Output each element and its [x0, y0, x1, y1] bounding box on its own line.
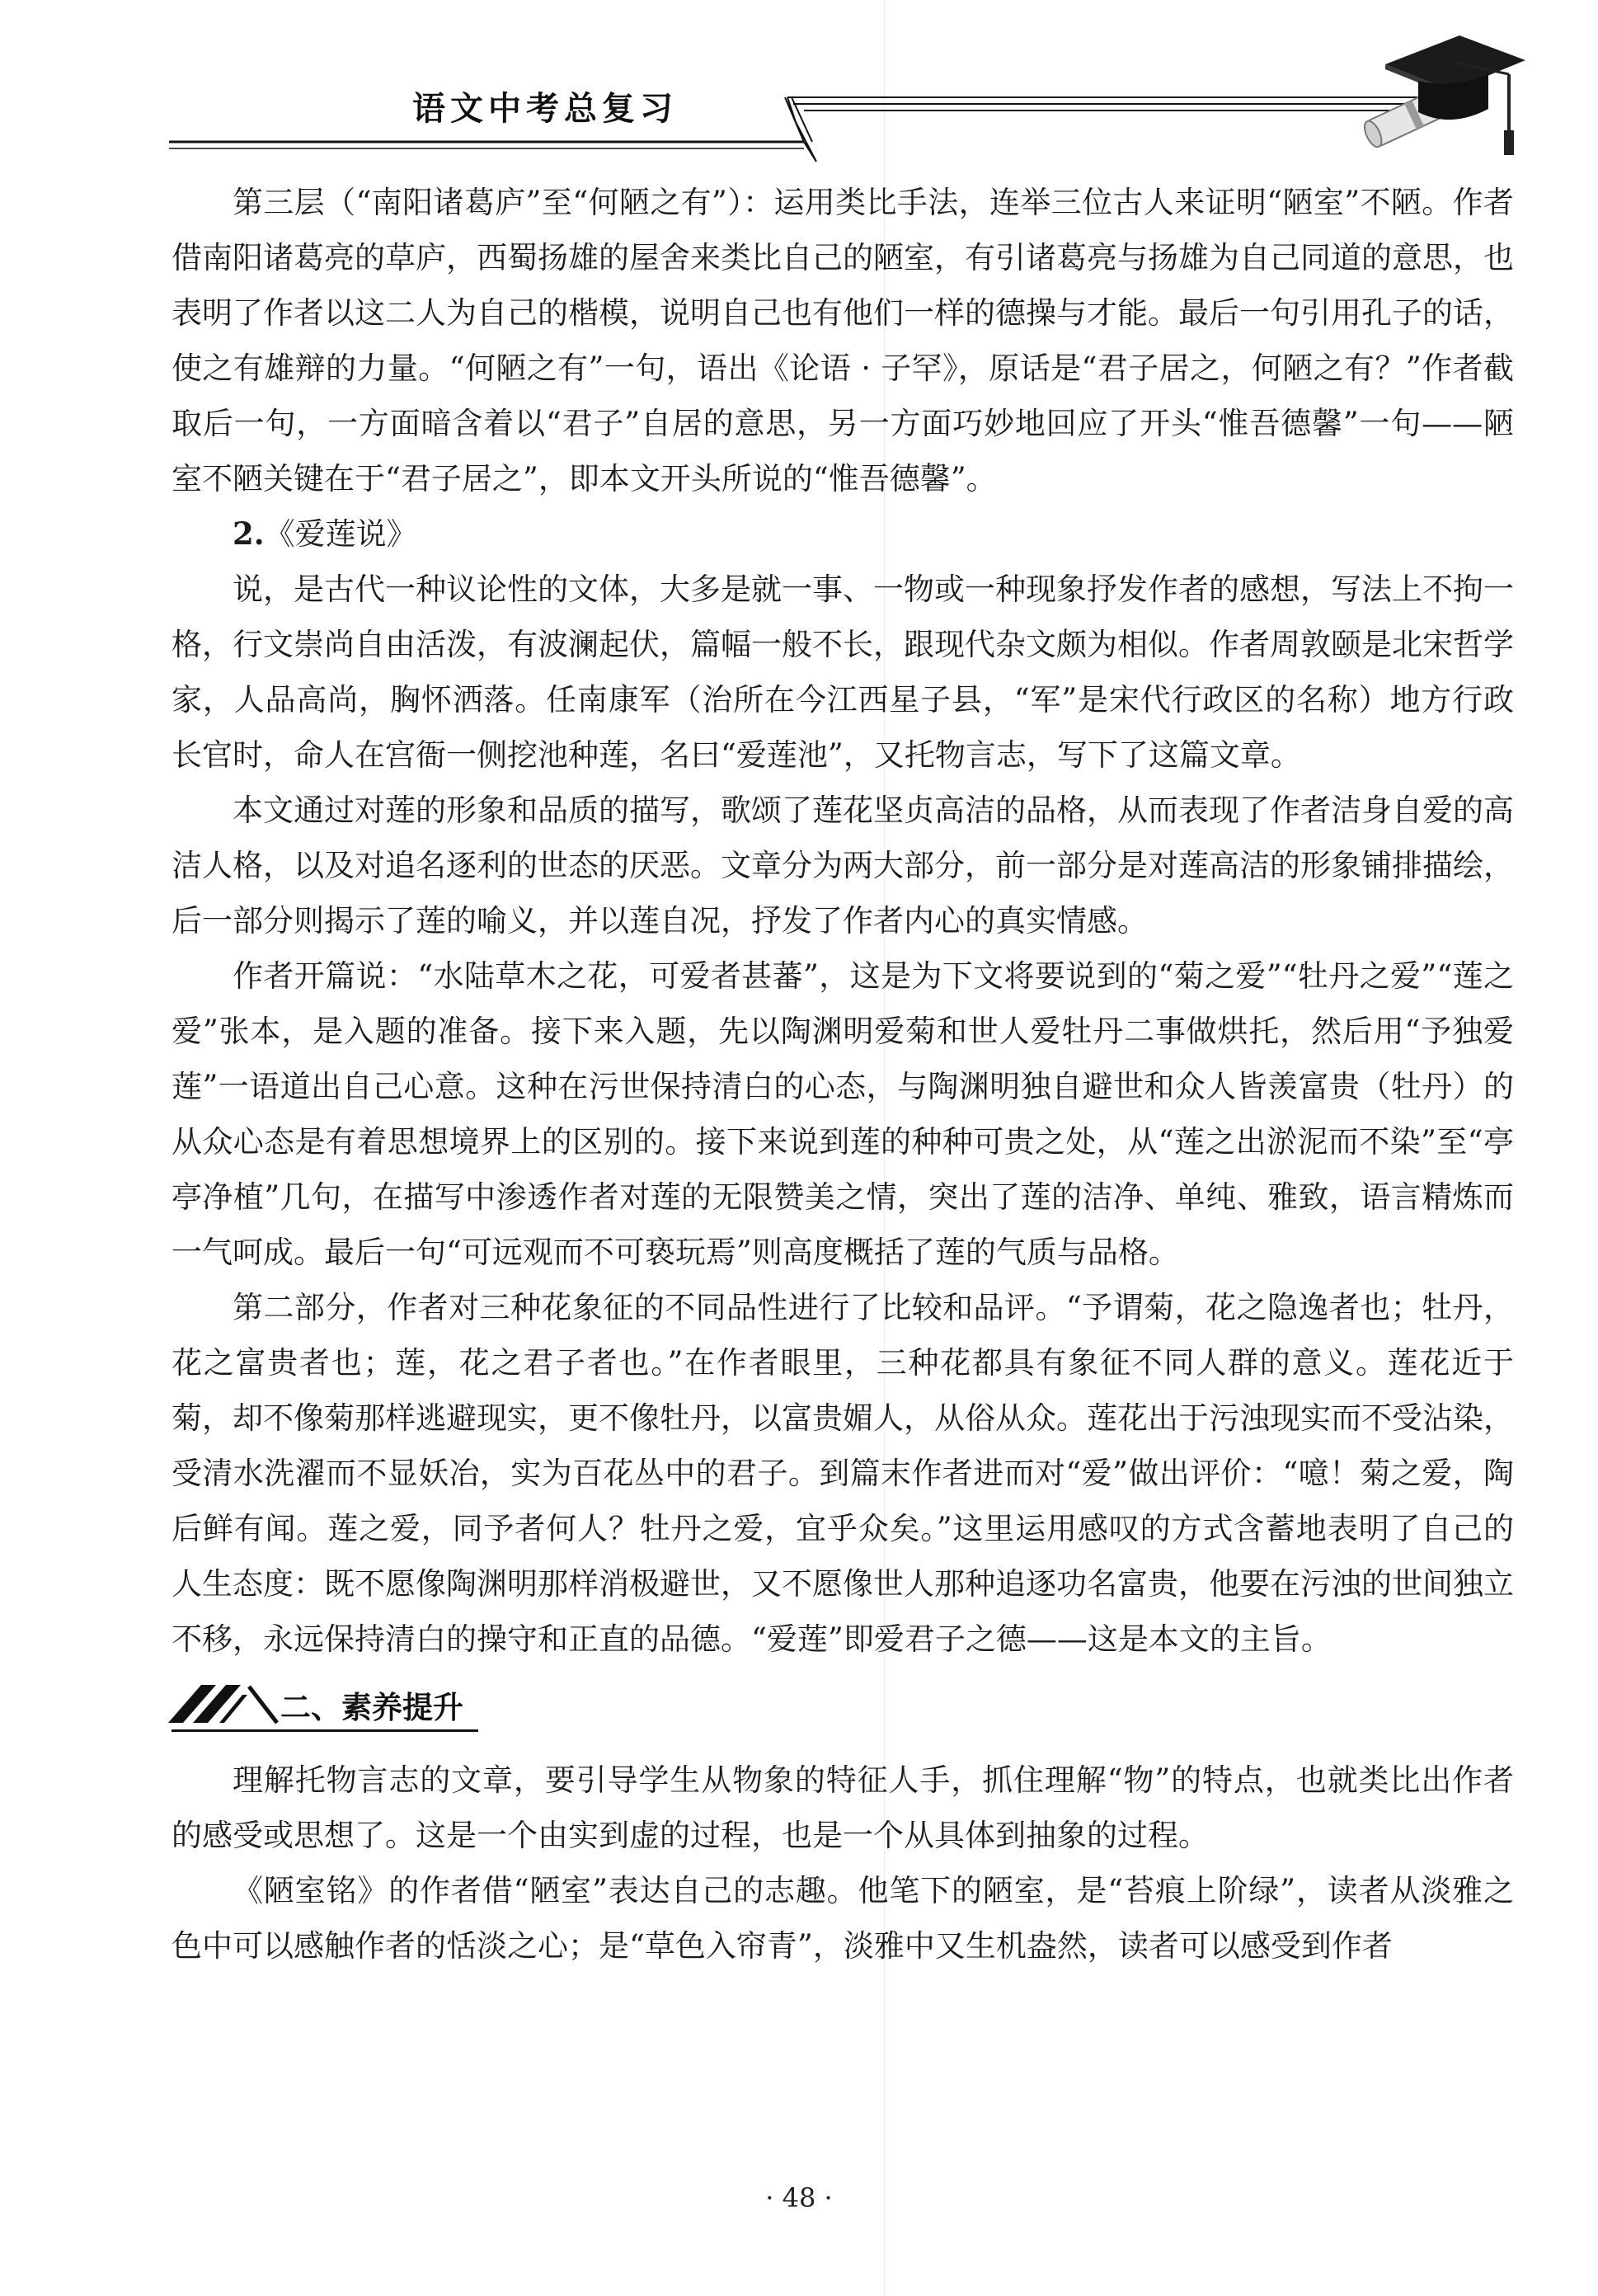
paragraph: 第二部分，作者对三种花象征的不同品性进行了比较和品评。“予谓菊，花之隐逸者也；牡丹，花之富贵者也；莲，花之君子者也。”在作者眼里，三种花都具有象征不同人群的意义。莲花近于菊，却不像菊那样逃避现实，更不像牡丹，以富贵媚人，从俗从众。莲花出于污浊现实而不受沾染，受清水洗濯而不显妖冶，实为百花丛中的君子。到篇末作者进而对“爱”做出评价：“噫！菊之爱，陶后鲜有闻。莲之爱，同予者何人？牡丹之爱，宜乎众矣。”这里运用感叹的方式含蓄地表明了自己的人生态度：既不愿像陶渊明那样消极避世，又不愿像世人那种追逐功名富贵，他要在污浊的世间独立不移，永远保持清白的操守和正直的品德。“爱莲”即爱君子之德——这是本文的主旨。 — [172, 1290, 1514, 1657]
subsection-title: 《爱莲说》 — [264, 516, 417, 552]
section-heading — [168, 1677, 1514, 1746]
section-marker-icon — [168, 1683, 284, 1726]
paragraph: 说，是古代一种议论性的文体，大多是就一事、一物或一种现象抒发作者的感想，写法上不拘一格，行文崇尚自由活泼，有波澜起伏，篇幅一般不长，跟现代杂文颇为相似。作者周敦颐是北宋哲学家，人品高尚，胸怀洒落。任南康军（治所在今江西星子县，“军”是宋代行政区的名称）地方行政长官时，命人在宫衙一侧挖池种莲，名曰“爱莲池”，又托物言志，写下了这篇文章。 — [172, 572, 1514, 773]
page-header — [0, 0, 1598, 173]
section-underline — [172, 1729, 478, 1732]
paragraph: 作者开篇说：“水陆草木之花，可爱者甚蕃”，这是为下文将要说到的“菊之爱”“牡丹之爱”“莲之爱”张本，是入题的准备。接下来入题，先以陶渊明爱菊和世人爱牡丹二事做烘托，然后用“予独爱莲”一语道出自己心意。这种在污世保持清白的心态，与陶渊明独自避世和众人皆羡富贵（牡丹）的从众心态是有着思想境界上的区别的。接下来说到莲的种种可贵之处，从“莲之出淤泥而不染”至“亭亭净植”几句，在描写中渗透作者对莲的无限赞美之情，突出了莲的洁净、单纯、雅致，语言精炼而一气呵成。最后一句“可远观而不可亵玩焉”则高度概括了莲的气质与品格。 — [172, 958, 1514, 1270]
subsection-number: 2. — [233, 515, 265, 552]
paragraph: 本文通过对莲的形象和品质的描写，歌颂了莲花坚贞高洁的品格，从而表现了作者洁身自爱的高洁人格，以及对追名逐利的世态的厌恶。文章分为两大部分，前一部分是对莲高洁的形象铺排描绘，后一部分则揭示了莲的喻义，并以莲自况，抒发了作者内心的真实情感。 — [172, 793, 1514, 939]
paragraph: 《陋室铭》的作者借“陋室”表达自己的志趣。他笔下的陋室，是“苔痕上阶绿”，读者从淡雅之色中可以感触作者的恬淡之心；是“草色入帘青”，淡雅中又生机盎然，读者可以感受到作者 — [172, 1873, 1514, 1964]
section-title: 二、素养提升 — [280, 1690, 463, 1725]
subsection-heading — [172, 506, 1514, 562]
page-number: · 48 · — [765, 2182, 833, 2214]
paragraph: 理解托物言志的文章，要引导学生从物象的特征人手，抓住理解“物”的特点，也就类比出作者的感受或思想了。这是一个由实到虚的过程，也是一个从具体到抽象的过程。 — [172, 1762, 1514, 1853]
graduation-cap-icon — [1352, 23, 1534, 163]
main-content — [172, 175, 1514, 1974]
header-title: 语文中考总复习 — [412, 89, 678, 128]
paragraph: 第三层（“南阳诸葛庐”至“何陋之有”）：运用类比手法，连举三位古人来证明“陋室”不陋。作者借南阳诸葛亮的草庐，西蜀扬雄的屋舍来类比自己的陋室，有引诸葛亮与扬雄为自己同道的意思，也表明了作者以这二人为自己的楷模，说明自己也有他们一样的德操与才能。最后一句引用孔子的话，使之有雄辩的力量。“何陋之有”一句，语出《论语 · 子罕》，原话是“君子居之，何陋之有？”作者截取后一句，一方面暗含着以“君子”自居的意思，另一方面巧妙地回应了开头“惟吾德馨”一句——陋室不陋关键在于“君子居之”，即本文开头所说的“惟吾德馨”。 — [172, 185, 1514, 496]
